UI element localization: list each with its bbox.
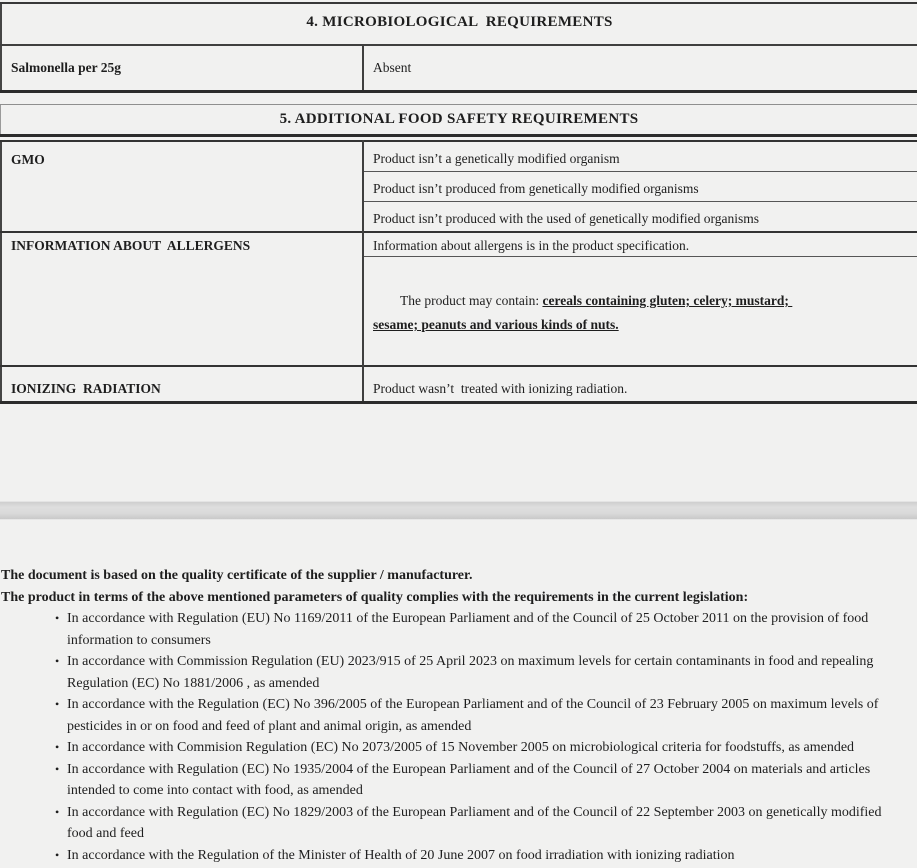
regulation-item	[1, 608, 903, 651]
regulation-text: In accordance with Regulation (EU) No 1169/2011 of the European Parliament and of the Council of 25 October 2011 on the provision of food information to consumers	[67, 611, 869, 648]
regulation-text: In accordance with the Regulation of the Minister of Health of 20 June 2007 on food irradiation with ionizing radiation	[67, 847, 735, 863]
regulation-text: In accordance with Commission Regulation (EU) 2023/915 of 25 April 2023 on maximum levels for certain contaminants in food and repealing Regulation (EC) No 1881/2006 , as amended	[67, 654, 874, 691]
bullet-icon: •	[55, 761, 60, 776]
may-contain-prefix: The product may contain:	[400, 293, 543, 308]
gmo-label: GMO	[11, 152, 45, 167]
ionizing-radiation-label: IONIZING RADIATION	[1, 366, 363, 403]
gmo-statement: Product isn’t produced with the used of genetically modified organisms	[363, 202, 917, 233]
legislation-section	[0, 565, 917, 866]
bullet-icon: •	[55, 847, 60, 862]
table-row	[1, 141, 917, 172]
allergens-may-contain	[363, 257, 917, 367]
additional-requirements-header	[0, 104, 917, 137]
blank-space	[0, 404, 917, 501]
section5-header-row	[1, 105, 917, 136]
parameter-name: Salmonella per 25g	[11, 60, 122, 75]
bullet-icon: •	[55, 611, 60, 625]
regulation-text: In accordance with the Regulation (EC) No 396/2005 of the European Parliament and of the Council of 23 February 2005 on maximum levels of pesticides in or on food and feed of plant and animal origin, as amended	[67, 697, 879, 734]
section5-title: 5. ADDITIONAL FOOD SAFETY REQUIREMENTS	[279, 111, 639, 127]
table-row	[1, 232, 917, 257]
document-basis-line: The document is based on the quality certificate of the supplier / manufacturer.	[1, 568, 473, 583]
section4-header-row	[1, 3, 917, 45]
bullet-icon: •	[55, 804, 60, 819]
regulation-text: In accordance with Regulation (EC) No 1935/2004 of the European Parliament and of the Council of 27 October 2004 on materials and articles intended to come into contact with food, as amended	[67, 761, 871, 798]
allergens-label: INFORMATION ABOUT ALLERGENS	[1, 232, 363, 366]
table-row	[1, 45, 917, 92]
allergens-statement: Information about allergens is in the product specification.	[363, 232, 917, 257]
parameter-value: Absent	[363, 45, 917, 92]
regulation-item	[1, 651, 903, 694]
may-contain-allergen-list: cereals containing gluten; celery; mustard; sesame; peanuts and various kinds of nuts.	[373, 293, 793, 332]
regulation-item	[1, 759, 903, 802]
micro-requirements-table	[0, 2, 917, 93]
regulation-item	[1, 802, 903, 845]
regulation-item	[1, 845, 903, 867]
regulation-item	[1, 737, 903, 759]
ionizing-radiation-statement: Product wasn’t treated with ionizing radiation.	[363, 366, 917, 403]
regulation-text: In accordance with Regulation (EC) No 1829/2003 of the European Parliament and of the Council of 22 September 2003 on genetically modified food and feed	[67, 804, 882, 841]
additional-requirements-table	[0, 140, 917, 404]
compliance-line: The product in terms of the above mentioned parameters of quality complies with the requirements in the current legislation:	[1, 589, 749, 605]
gmo-statement: Product isn’t produced from genetically modified organisms	[363, 172, 917, 202]
gmo-statement: Product isn’t a genetically modified organism	[363, 141, 917, 172]
bullet-icon: •	[55, 697, 60, 711]
page-separator	[0, 501, 917, 520]
regulation-text: In accordance with Commision Regulation (EC) No 2073/2005 of 15 November 2005 on microbiological criteria for foodstuffs, as amended	[67, 740, 855, 755]
bullet-icon: •	[55, 654, 60, 668]
section4-title: 4. MICROBIOLOGICAL REQUIREMENTS	[1, 3, 917, 45]
table-row	[1, 366, 917, 403]
bullet-icon: •	[55, 740, 60, 754]
regulation-item	[1, 694, 903, 737]
